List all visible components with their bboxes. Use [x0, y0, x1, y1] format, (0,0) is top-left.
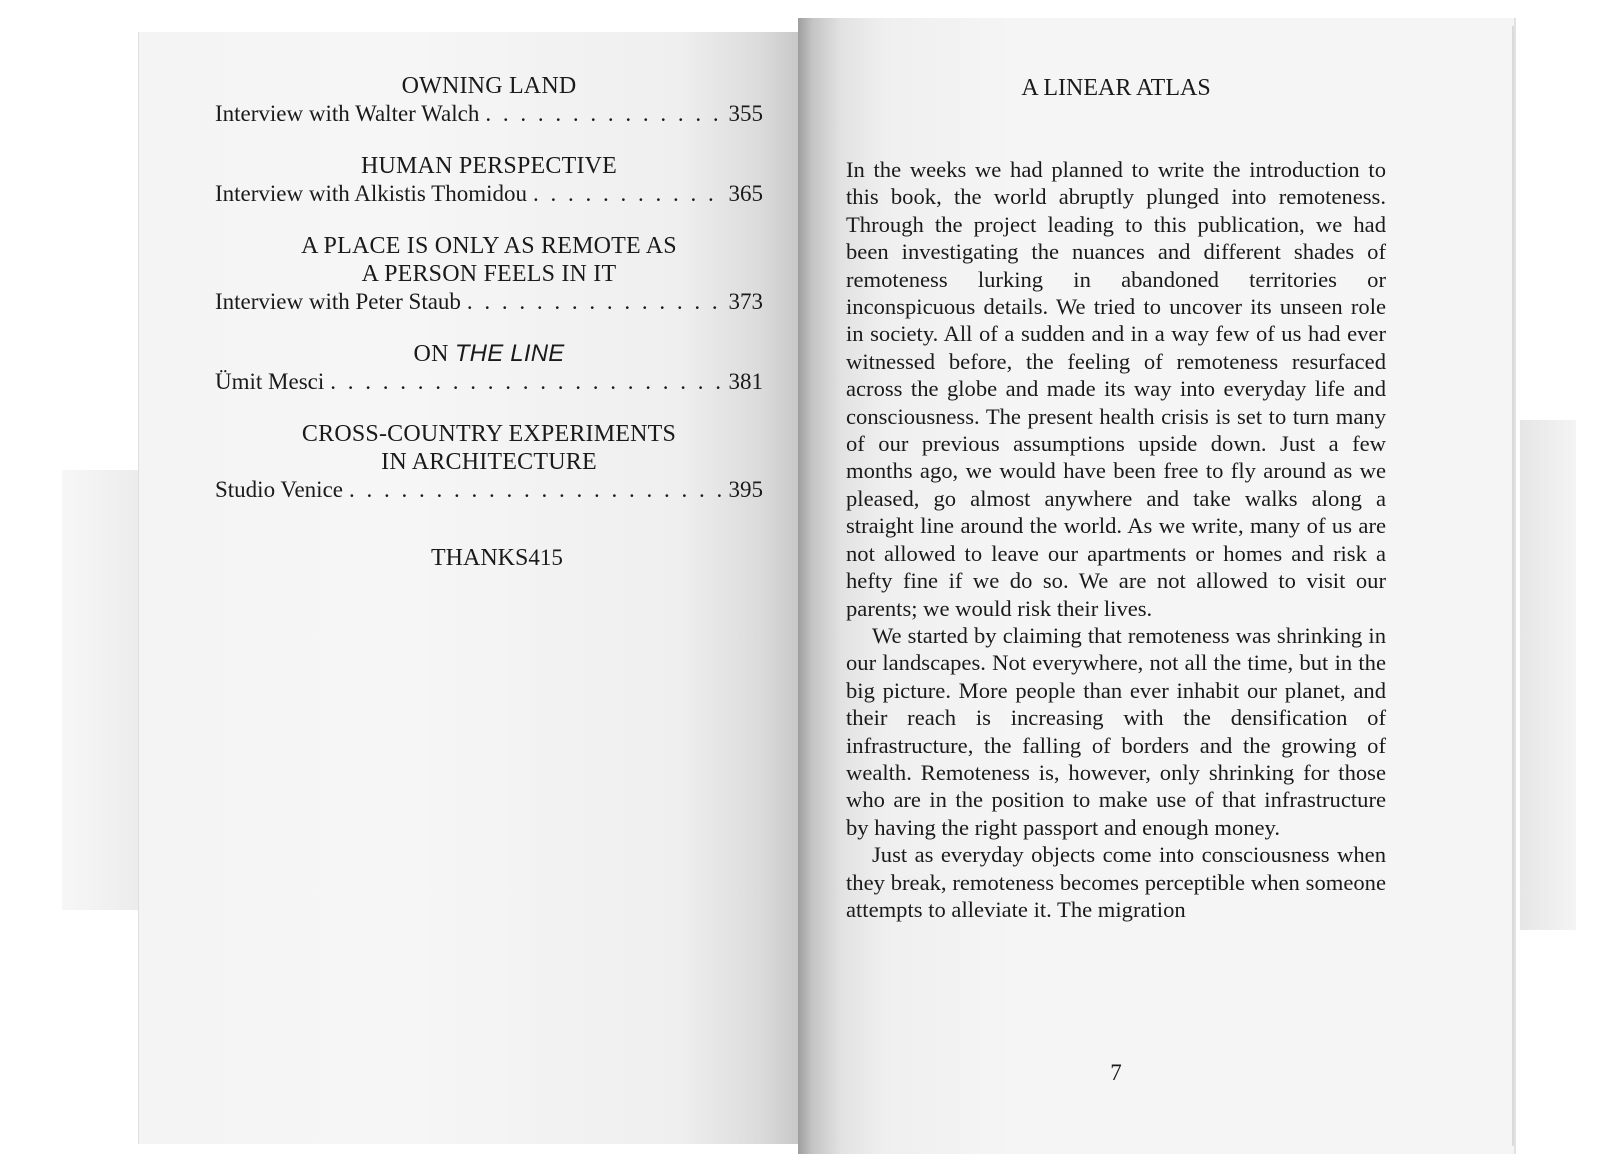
toc-heading-line: A PERSON FEELS IN IT	[361, 261, 617, 287]
dot-leader	[330, 368, 722, 396]
toc-heading-prefix: ON	[413, 341, 455, 367]
toc-heading-italic: THE LINE	[454, 340, 565, 367]
toc-section	[215, 340, 763, 396]
article-paragraph: We started by claiming that remoteness was shrinking in our landscapes. Not everywhere, not all the time, but in the big picture. More people than ever inhabit our planet, and their reach is increasing with the densification of infrastructure, the falling of borders and the growing of wealth. Remoteness is, however, only shrinking for those who are in the position to make use of that infrastructure by having the right passport and enough money.	[846, 622, 1386, 840]
toc-entry-title: Studio Venice	[215, 477, 343, 502]
dot-leader	[533, 180, 723, 208]
toc-heading-line: IN ARCHITECTURE	[381, 449, 597, 475]
toc-entry-title: Interview with Alkistis Thomidou	[215, 181, 527, 206]
background-sheet-right	[1520, 420, 1576, 930]
toc-section	[215, 232, 763, 316]
toc-heading-line: A PLACE IS ONLY AS REMOTE AS	[301, 233, 677, 259]
toc-entry[interactable]	[215, 368, 763, 396]
toc-entry-thanks[interactable]	[431, 544, 763, 572]
article	[846, 74, 1386, 1085]
toc-page-number: 355	[728, 101, 763, 126]
toc-entry[interactable]	[215, 476, 763, 504]
toc-section	[215, 152, 763, 208]
toc-entry-title: Ümit Mesci	[215, 369, 325, 394]
toc-entry[interactable]	[215, 100, 763, 128]
toc-heading	[215, 232, 763, 288]
dot-leader	[467, 288, 723, 316]
page-number: 7	[1110, 1060, 1122, 1085]
toc-page-number: 381	[728, 369, 763, 394]
right-page	[798, 18, 1516, 1154]
toc-heading-line: OWNING LAND	[401, 73, 577, 99]
toc-heading	[215, 72, 763, 100]
article-paragraph: In the weeks we had planned to write the introduction to this book, the world abruptly plunged into remoteness. Through the project leading to this publication, we had been investigating the nuances and different shades of remoteness lurking in abandoned territories or inconspicuous details. We tried to uncover its unseen role in society. All of a sudden and in a way few of us had ever witnessed before, the feeling of remoteness resurfaced across the globe and made its way into everyday life and consciousness. The present health crisis is set to turn many of our previous assumptions upside down. Just a few months ago, we would have been free to fly around as we pleased, go almost anywhere and take walks along a straight line around the world. As we write, many of us are not allowed to leave our apartments or homes and risk a hefty fine if we do so. We are not allowed to visit our parents; we would risk their lives.	[846, 157, 1386, 621]
toc-entry[interactable]	[215, 180, 763, 208]
article-title: A LINEAR ATLAS	[1021, 75, 1211, 101]
toc-entry[interactable]	[215, 288, 763, 316]
toc-thanks-title: THANKS	[431, 545, 529, 571]
toc-section	[215, 72, 763, 128]
article-paragraph: Just as everyday objects come into consciousness when they break, remoteness becomes perceptible when someone attempts to alleviate it. The migration	[846, 842, 1386, 922]
toc-page-number: 415	[528, 545, 563, 570]
toc-heading	[215, 340, 763, 368]
toc-section	[215, 420, 763, 504]
toc-heading-line: CROSS-COUNTRY EXPERIMENTS	[301, 421, 677, 447]
toc-heading	[215, 420, 763, 476]
toc-page-number: 365	[728, 181, 763, 206]
background-sheet-left	[62, 470, 138, 910]
table-of-contents	[215, 72, 763, 572]
dot-leader	[349, 476, 723, 504]
left-page	[138, 32, 798, 1144]
toc-heading	[215, 152, 763, 180]
toc-page-number: 395	[728, 477, 763, 502]
dot-leader	[485, 100, 722, 128]
toc-heading-line: HUMAN PERSPECTIVE	[360, 153, 618, 179]
toc-entry-title: Interview with Peter Staub	[215, 289, 461, 314]
toc-entry-title: Interview with Walter Walch	[215, 101, 480, 126]
toc-page-number: 373	[728, 289, 763, 314]
